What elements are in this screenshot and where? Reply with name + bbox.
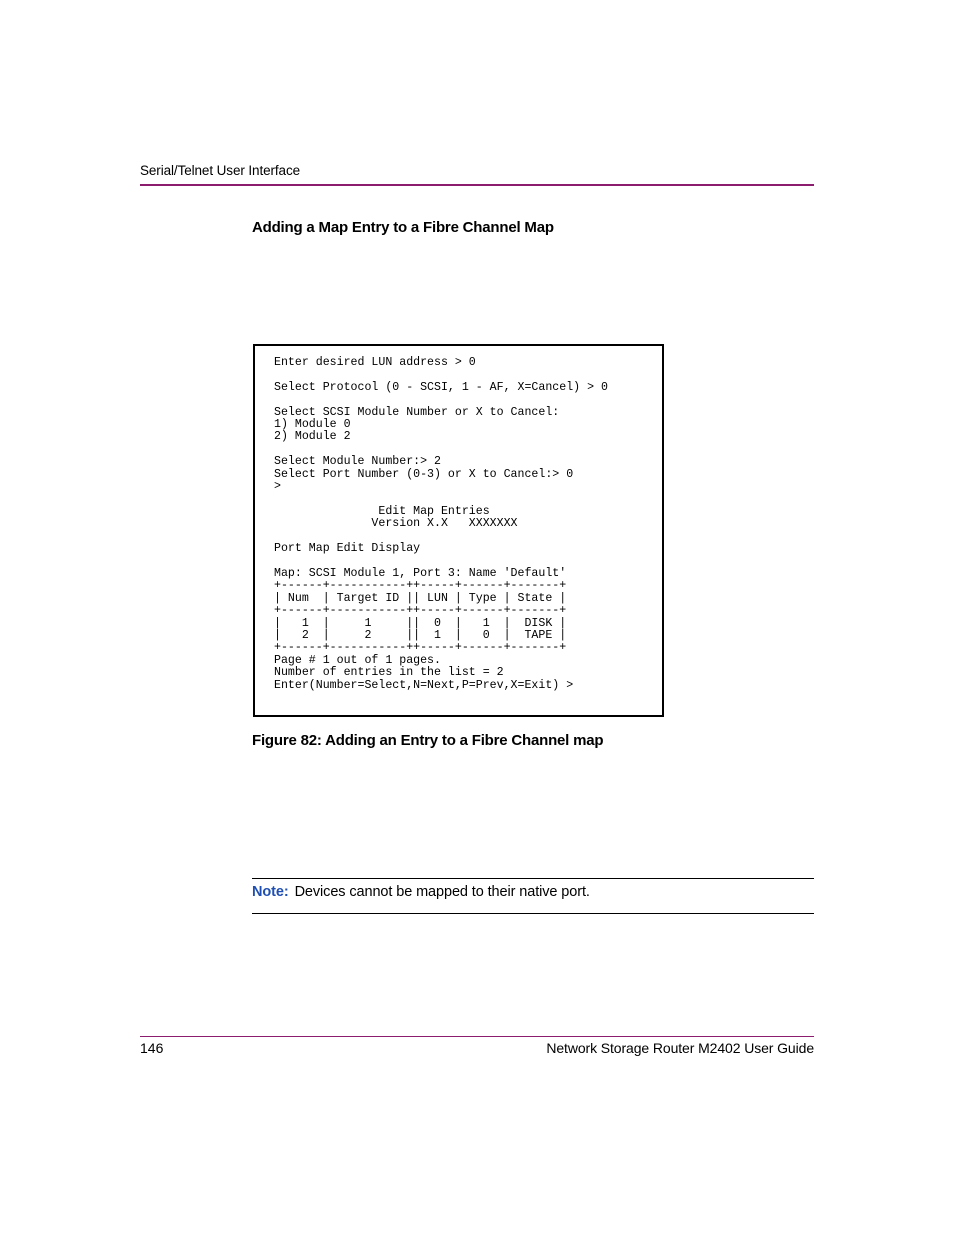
terminal-screenshot [253, 344, 664, 717]
note-rule-bottom [252, 913, 814, 914]
document-title: Network Storage Router M2402 User Guide [546, 1040, 814, 1056]
header-rule [140, 184, 814, 186]
terminal-output: Enter desired LUN address > 0 Select Protocol (0 - SCSI, 1 - AF, X=Cancel) > 0 Select SCSI Module Number or X to Cancel: 1) Module 0 2) Module 2 Select Module Number:> 2 Select Port Number (0-3) or X to Cancel:> 0 > Edit Map Entries Version X.X XXXXXXX Port Map Edit Display Map: SCSI Module 1, Port 3: Name 'Default' +------+-----------++-----+------+-------+ | Num | Target ID || LUN | Type | State | +------+-----------++-----+------+-------+ | 1 | 1 || 0 | 1 | DISK | | 2 | 2 || 1 | 0 | TAPE | +------+-----------++-----+------+-------+ Page # 1 out of 1 pages. Number of entries in the list = 2 Enter(Number=Select,N=Next,P=Prev,X=Exit) > [274, 356, 608, 692]
section-title: Adding a Map Entry to a Fibre Channel Map [252, 219, 554, 236]
note-label: Note: [252, 884, 289, 900]
footer-rule [140, 1036, 814, 1037]
page-number: 146 [140, 1040, 164, 1056]
note [252, 884, 590, 900]
note-rule-top [252, 878, 814, 879]
figure-caption: Figure 82: Adding an Entry to a Fibre Channel map [252, 732, 604, 749]
note-text: Devices cannot be mapped to their native port. [294, 884, 590, 900]
running-header: Serial/Telnet User Interface [140, 163, 301, 178]
